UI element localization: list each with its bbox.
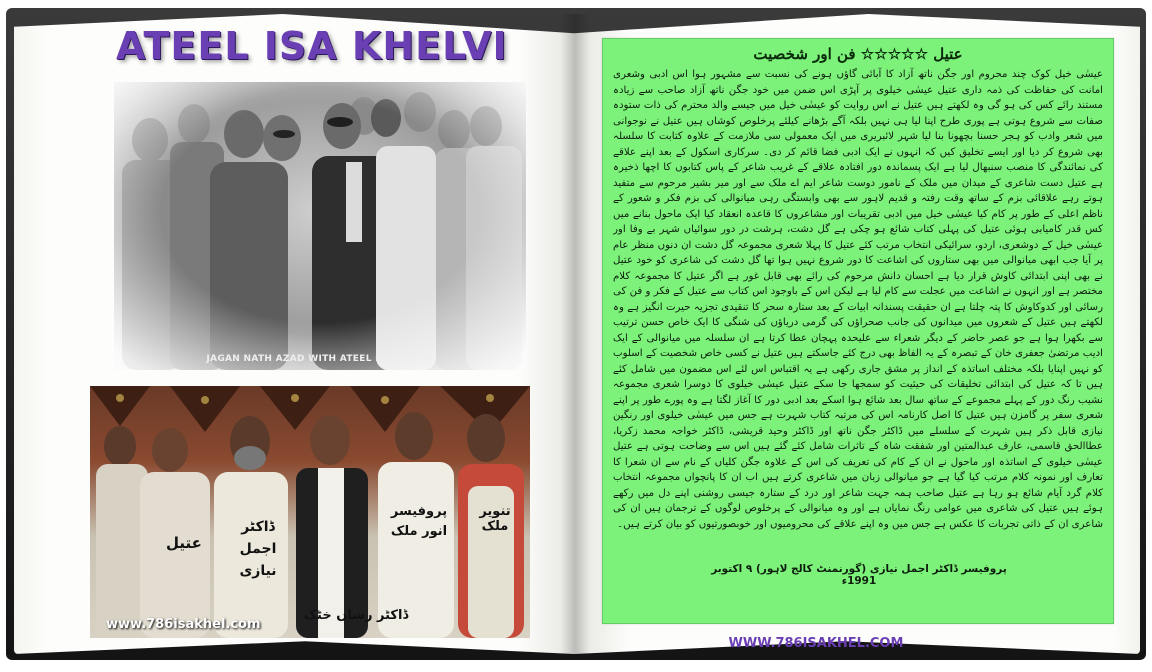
article-body (613, 67, 1103, 587)
website-link[interactable]: WWW.786ISAKHEL.COM (728, 636, 904, 651)
bottom-photo (90, 386, 530, 638)
name-tag: ڈاکٹر اجمل نیازی (239, 519, 277, 579)
article-text: عیسٰی خیل کوک چند محروم اور جگن ناتھ آزاد کا آبائی گاؤں ہونے کی نسبت سے مشہور ہوا اس ادبی وشعری امانت کی حفاظت کی ذمہ داری عتیل عیسٰی خیلوی پر آپڑی اس ضمن میں خود جگن ناتھ آزاد صاحب سے زیادہ مستند رائے کس کی ہو گی وہ لکھتے ہیں عتیل نے اس روایت کو عیسٰی خیل میں جیسے والد محترم کی ذات ستودہ صفات سے شروع ہوتی ہے پوری طرح اپنا لیا ہی نہیں بلکہ آگے بڑھانے کیلئے پرخلوص کوشاں ہیں عتیل نے نوجوانی میں شعر وادب کو ہجر حسنا بچھونا بنا لیا شہر لائبریری میں ایک معمولی سی ملازمت کے علاوہ کتابت کا سلسلہ بھی شروع کر دیا اور ایسے تخلیق کیں کہ انہوں نے ایک ادبی فضا قائم کر دی۔ سرکاری اسکول کے بعد اپنے علاقے کی نمائندگی کا منصب سنبھال لیا ہے ایک پسماندہ دور افتادہ علاقے کے غریب شاعر کے پاس کتابوں کا اچھا ذخیرہ ہے عتیل دست شاعری کے میدان میں ملک کے نامور دوست شاعر ایم اے ملک سے اور میر بشیر مرحوم سے متفید ہوتے رہے علاقائی بزم کے ساتھ وقت رفتہ و قدیم لاہور سے بھی وابستگی رہی میانوالی کی بزم فکر و شعور کے ناظم اعلی کے طور پر کام کیا عیسٰی خیل میں ادبی تقریبات اور مشاعروں کا قاعدہ انعقاد کیا ایک ماحول بنانے میں کس قدر کامیابی ہوئی عتیل کی پہلی کتاب شائع ہو چکی ہے گل دشت، ہرشت در دور سوائیاں شہر بے وفا اور عیسٰی خیل کے دوشعری، اردو، سرائیکی انتخاب مرتب کئے عتیل کا پہلا شعری مجموعہ گل دشت ان دنوں منظر عام پر آیا جب ابھی میانوالی میں بھی ستاروں کی اشاعت کا دور شروع نہیں ہوا تھا گل دشت کی شاعری کو خود عتیل نے بھی اپنی ابتدائی کاوش قرار دیا ہے احسان دانش مرحوم کی رائے بھی قابل غور ہے اگر عتیل کا مجموعہ کلام مختصر ہے اور انہوں نے اشاعت میں عجلت سے کام لیا ہے لیکن اس کے باوجود اس کتاب سے عتیل کے فکر و فن کی رسائی اور کدوکاوش کا پتہ چلتا ہے ان حقیقت پسندانہ ابیات کے بعد ستارہ سحر کا تنقیدی تجزیہ حیرت انگیز ہے وہ لکھتے ہیں عتیل کے شعروں میں میدانوں کی جانب صحراؤں کی گرمی دریاؤں کی شنگی کا ایک خاص حسن ترتیب سے بکھرا ہوا ہے جو عصر حاضر کے دیگر شعراء سے علیحدہ پہچان عطا کرتا ہے ان سلسلہ میں میانوالی کے ایک ادیب مرتضیٰ جعفری خان کے تبصرہ کے یہ الفاظ بھی درج کئے جاسکتے ہیں عتیل نے کسی خاص شخصیت کے اسلوب کو نہیں اپنایا بلکہ مختلف اساتذہ کے انداز پر مشق جاری رکھی ہے یہ اقتباس اس لئے اس مضمون میں شامل کئے ہیں تا کہ عتیل کی ابتدائی تخلیقات کی حیثیت کو سمجھا جا سکے عتیل عیسٰی خیلوی کا دوسرا شعری مجموعہ نشیب رنگ دور کے پہلے مجموعے کے ساتھ سال بعد شائع ہوا اسکے بعد ادبی دور کا آغاز لگتا ہے وہ پورے طور پر اپنے شعری سفر پر گامزن ہیں عتیل کا اصل کارنامہ اس کی مرتبہ کتاب شہرت ہے جس میں عیسٰی خیلوی اور رنگین نیازی قابل ذکر ہیں شہرت کے سلسلے میں ڈاکٹر جگن ناتھ اور ڈاکٹر وحید قریشی، ڈاکٹر خواجہ محمد زکریا، عطاالحق قاسمی، عارف عبدالمتین اور شفقت شاہ کے تاثرات شامل کئے گئے ہیں اس سے وضاحت ہوتی ہے عتیل عیسٰی خیلوی کے اساتذہ اور ماحول نے ان کے کام کی تعریف کی اس کے علاوہ جگن کلیاں کے نام سے ان شعرا کا تعارف اور نمونہ کلام مرتب کیا گیا ہے جو میانوالی زبان میں شاعری کرتے ہیں اب ان کا پانچواں مجموعہ انتخاب کلام گرد آیام شائع ہو رہا ہے عتیل صاحب ہمہ جہت شاعر اور درد کے ستارہ جیسی روشنی اپنے دل میں رکھے ہوئے ہیں عتیل کی شاعری میں عوامی رنگ نمایاں ہے اور وہ میانوالی کے پرخلوص لوگوں کے ترجمان ہیں ان کی شاعری ان کے ذاتی تجربات کا عکس ہے جس میں وہ اپنے علاقے کی محرومیوں اور خوبصورتیوں کو بیان کرتے ہیں۔ (613, 69, 1103, 530)
book-spine (560, 14, 590, 654)
name-tag: تنویر ملک (479, 504, 511, 534)
name-tag: پروفیسر انور ملک (390, 504, 448, 539)
article-signature: پروفیسر ڈاکٹر اجمل نیازی (گورنمنٹ کالج لاہور) ۹ اکتوبر 1991ء (711, 563, 1007, 587)
name-tag: عتیل (166, 534, 202, 552)
article-clipping (602, 38, 1114, 624)
photo-caption: JAGAN NATH AZAD WITH ATEEL ISA KHELVI (206, 354, 434, 364)
group-photo-illustration (114, 82, 526, 370)
page-title: ATEEL ISA KHELVI (116, 24, 508, 68)
name-tag: ڈاکٹر رشاں خٹک (303, 608, 409, 623)
article-title: عتیل ☆☆☆☆☆ فن اور شخصیت (753, 45, 963, 63)
top-photo (114, 82, 526, 370)
website-watermark: www.786isakhel.com (106, 617, 261, 632)
group-photo-illustration (90, 386, 530, 638)
